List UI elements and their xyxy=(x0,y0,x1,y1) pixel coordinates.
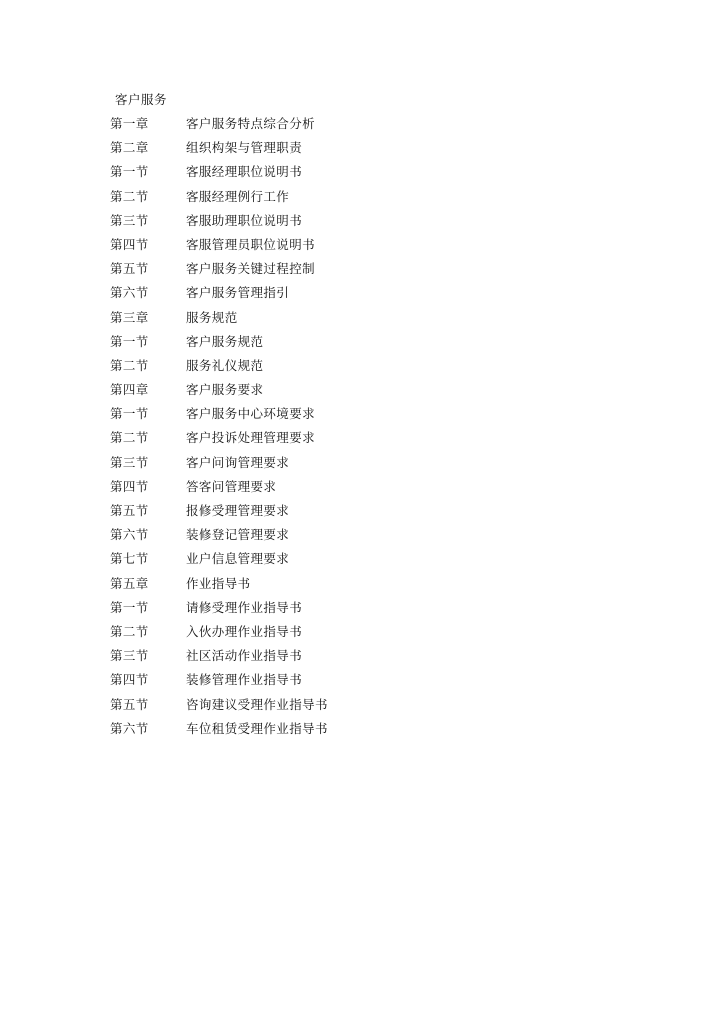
toc-entry-title: 客户服务要求 xyxy=(186,382,264,398)
toc-entry-title: 客服经理例行工作 xyxy=(186,188,290,204)
toc-entry-title: 业户信息管理要求 xyxy=(186,551,290,567)
toc-entry xyxy=(110,721,328,745)
toc-entry xyxy=(110,213,328,237)
toc-entry-number: 第七节 xyxy=(110,551,149,567)
toc-entry-title: 客户服务管理指引 xyxy=(186,285,290,301)
toc-entry-number: 第二节 xyxy=(110,430,149,446)
toc-entry-title: 答客问管理要求 xyxy=(186,478,277,494)
toc-entry-title: 社区活动作业指导书 xyxy=(186,648,303,664)
toc-entry-number: 第三章 xyxy=(110,309,149,325)
toc-entry-number: 第一节 xyxy=(110,599,149,615)
toc-entry xyxy=(110,479,328,503)
toc-entry-number: 第三节 xyxy=(110,454,149,470)
toc-entry xyxy=(110,237,328,261)
toc-entry-number: 第四节 xyxy=(110,672,149,688)
toc-entry xyxy=(110,455,328,479)
toc-entry xyxy=(110,551,328,575)
toc-entry xyxy=(110,648,328,672)
toc-entry xyxy=(110,406,328,430)
toc-entry-title: 客户问询管理要求 xyxy=(186,454,290,470)
toc-entry-number: 第六节 xyxy=(110,285,149,301)
toc-entry-title: 组织构架与管理职责 xyxy=(186,140,303,156)
toc-entry-title: 服务规范 xyxy=(186,309,238,325)
toc-entry-number: 第五节 xyxy=(110,696,149,712)
toc-entry xyxy=(110,430,328,454)
table-of-contents xyxy=(110,116,328,745)
toc-entry xyxy=(110,116,328,140)
toc-entry xyxy=(110,189,328,213)
toc-entry-number: 第二节 xyxy=(110,623,149,639)
toc-entry-number: 第四节 xyxy=(110,236,149,252)
toc-entry xyxy=(110,140,328,164)
toc-entry xyxy=(110,600,328,624)
toc-entry-title: 客户服务中心环境要求 xyxy=(186,406,316,422)
toc-entry xyxy=(110,527,328,551)
toc-entry-number: 第二节 xyxy=(110,188,149,204)
toc-entry-number: 第六节 xyxy=(110,720,149,736)
toc-entry-title: 车位租赁受理作业指导书 xyxy=(186,720,328,736)
toc-entry-title: 客服管理员职位说明书 xyxy=(186,236,316,252)
toc-entry-title: 报修受理管理要求 xyxy=(186,503,290,518)
toc-entry xyxy=(110,382,328,406)
toc-entry-title: 作业指导书 xyxy=(186,575,251,591)
toc-entry-title: 装修登记管理要求 xyxy=(186,527,290,543)
toc-entry-title: 客服经理职位说明书 xyxy=(186,164,303,180)
toc-entry-number: 第二节 xyxy=(110,357,149,373)
toc-entry-number: 第三节 xyxy=(110,212,149,228)
toc-entry-number: 第五节 xyxy=(110,503,149,518)
toc-entry xyxy=(110,672,328,696)
toc-entry-title: 咨询建议受理作业指导书 xyxy=(186,696,328,712)
toc-entry-number: 第五节 xyxy=(110,261,149,277)
toc-entry xyxy=(110,164,328,188)
toc-entry xyxy=(110,503,328,527)
toc-entry-title: 客户投诉处理管理要求 xyxy=(186,430,316,446)
toc-entry-number: 第六节 xyxy=(110,527,149,543)
toc-entry xyxy=(110,285,328,309)
toc-entry xyxy=(110,576,328,600)
toc-entry-number: 第五章 xyxy=(110,575,149,591)
toc-entry-title: 请修受理作业指导书 xyxy=(186,599,303,615)
document-title: 客户服务 xyxy=(115,92,168,107)
toc-entry-title: 客户服务关键过程控制 xyxy=(186,261,316,277)
toc-entry-title: 服务礼仪规范 xyxy=(186,357,264,373)
toc-entry-number: 第三节 xyxy=(110,648,149,664)
toc-entry-title: 装修管理作业指导书 xyxy=(186,672,303,688)
toc-entry xyxy=(110,310,328,334)
toc-entry-title: 客户服务规范 xyxy=(186,333,264,349)
toc-entry xyxy=(110,358,328,382)
toc-entry-number: 第二章 xyxy=(110,140,149,156)
toc-entry-number: 第一节 xyxy=(110,406,149,422)
toc-entry xyxy=(110,697,328,721)
toc-entry-number: 第四章 xyxy=(110,382,149,398)
toc-entry-title: 客服助理职位说明书 xyxy=(186,212,303,228)
toc-entry-number: 第一节 xyxy=(110,333,149,349)
toc-entry-number: 第一节 xyxy=(110,164,149,180)
toc-entry xyxy=(110,334,328,358)
toc-entry-title: 客户服务特点综合分析 xyxy=(186,116,316,131)
toc-entry-title: 入伙办理作业指导书 xyxy=(186,623,303,639)
toc-entry-number: 第四节 xyxy=(110,478,149,494)
toc-entry xyxy=(110,624,328,648)
toc-entry xyxy=(110,261,328,285)
toc-entry-number: 第一章 xyxy=(110,116,149,131)
